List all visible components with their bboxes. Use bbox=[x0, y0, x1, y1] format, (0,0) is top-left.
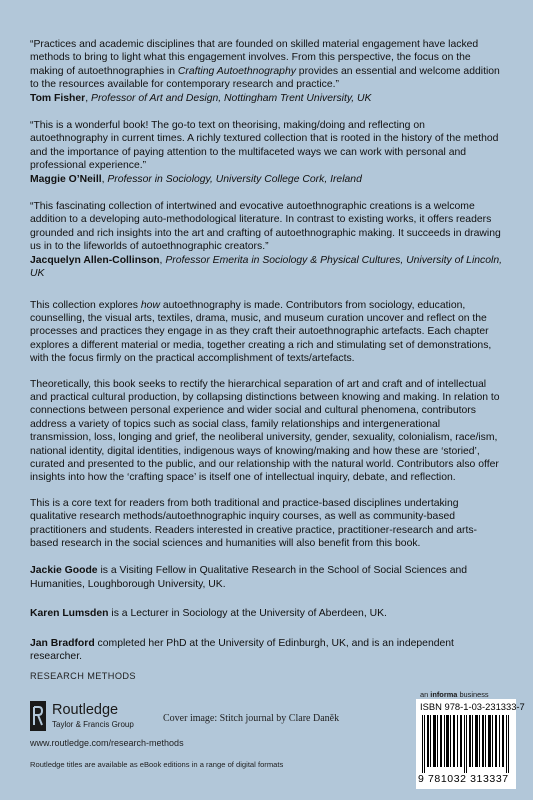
routledge-logo-icon bbox=[30, 701, 46, 731]
publisher-group: Taylor & Francis Group bbox=[52, 720, 134, 729]
endorsement-attribution: Tom Fisher, Professor of Art and Design, Nottingham Trent University, UK bbox=[30, 92, 372, 104]
endorsement-quote: “This fascinating collection of intertwined and evocative autoethnographic creations is a welcome addition to a developing auto-methodological literature. In contrast to existing works, it offers readers grounded and rich insights into the art and crafting of autoethnographic making. It succeeds in drawing us in to the lifeworlds of autoethnographic creators.” Jacquelyn Allen-Collinson, Professor Emerita in Sociology & Physical Cultures, University of Lincoln, UK bbox=[30, 201, 502, 280]
endorsement-quote: “Practices and academic disciplines that are founded on skilled material engagement have lacked methods to bring to light what this engagement involves. From this perspective, the focus on the making of autoethnographies in Crafting Autoethnography provides an essential and welcome addition to the resources available for contemporary research and practice.” Tom Fisher, Professor of Art and Design, Nottingham Trent University, UK bbox=[30, 38, 503, 105]
isbn-label: ISBN 978-1-03-231333-7 bbox=[420, 701, 525, 712]
informa-business-label: an informa business bbox=[420, 690, 489, 699]
barcode-icon bbox=[420, 715, 512, 773]
ebook-note: Routledge titles are available as eBook editions in a range of digital formats bbox=[30, 760, 284, 769]
endorser-affiliation: Professor of Art and Design, Nottingham Trent University, UK bbox=[91, 92, 372, 104]
editor-name: Jan Bradford bbox=[30, 637, 95, 649]
barcode-number: 9 781032 313337 bbox=[418, 773, 509, 785]
description-paragraph: This collection explores how autoethnography is made. Contributors from sociology, education, counselling, the visual arts, textiles, drama, music, and museum curation uncover and reflect on the processes and practices they engage in as they craft their autoethnographic artefacts. Each chapter explores a different material or media, together creating a rich and stimulating set of demonstrations, with the focus firmly on the practical accomplishment of texts/artefacts. bbox=[30, 299, 492, 365]
publisher-logo bbox=[30, 701, 154, 731]
endorsements bbox=[30, 38, 503, 281]
editor-name: Karen Lumsden bbox=[30, 608, 109, 620]
endorser-name: Jacquelyn Allen-Collinson bbox=[30, 254, 160, 266]
cover-image-credit: Cover image: Stitch journal by Clare Daněk bbox=[163, 713, 340, 724]
endorser-name: Maggie O’Neill bbox=[30, 173, 102, 185]
endorser-name: Tom Fisher bbox=[30, 92, 86, 104]
endorser-affiliation: Professor in Sociology, University College Cork, Ireland bbox=[107, 173, 362, 185]
publisher-name: Routledge bbox=[52, 702, 119, 718]
editor-bio: Jackie Goode is a Visiting Fellow in Qualitative Research in the School of Social Sciences and Humanities, Loughborough University, UK. bbox=[30, 565, 468, 590]
editor-bio: Karen Lumsden is a Lecturer in Sociology at the University of Aberdeen, UK. bbox=[30, 608, 387, 620]
series-label: RESEARCH METHODS bbox=[30, 671, 136, 681]
book-description bbox=[30, 299, 503, 551]
editor-bios bbox=[30, 564, 503, 663]
isbn-barcode-panel bbox=[416, 699, 525, 789]
endorsement-quote: “This is a wonderful book! The go-to text on theorising, making/doing and reflecting on autoethnography in current times. A richly textured collection that is rooted in the history of the method and the importance of paying attention to the multifaceted ways we can work with personal and professional experience.” Maggie O’Neill, Professor in Sociology, University College Cork, Ireland bbox=[30, 119, 503, 186]
publisher-website-link[interactable]: www.routledge.com/research-methods bbox=[30, 738, 184, 748]
endorsement-attribution: Maggie O’Neill, Professor in Sociology, University College Cork, Ireland bbox=[30, 173, 362, 185]
description-paragraph: Theoretically, this book seeks to rectify the hierarchical separation of art and craft and of intellectual and practical cultural production, by collapsing distinctions between knowing and making. In relation to connections between personal experience and wider social and cultural phenomena, contributors address a variety of topics such as social class, family relationships and intergenerational transmission, loss, longing and grief, the neoliberal university, gender, sexuality, colonialism, race/ism, national identity, digital identities, indigenous ways of knowing/making and how these are ‘storied’, curated and presented to the public, and our relationship with the natural world. Contributors also offer insights into how the ‘crafting space’ is itself one of intellectual inquiry, debate, and reflection. bbox=[30, 378, 500, 484]
editor-name: Jackie Goode bbox=[30, 565, 98, 577]
endorser-affiliation: Professor Emerita in Sociology & Physical Cultures, University of Lincoln, UK bbox=[30, 254, 502, 280]
endorsement-attribution: Jacquelyn Allen-Collinson, Professor Emerita in Sociology & Physical Cultures, University of Lincoln, UK bbox=[30, 254, 502, 280]
description-paragraph: This is a core text for readers from both traditional and practice-based disciplines undertaking qualitative research methods/autoethnographic inquiry courses, as well as community-based practitioners and students. Readers interested in creative practice, practitioner-research and arts-based research in the social sciences and humanities will also benefit from this book. bbox=[30, 497, 478, 549]
editor-bio: Jan Bradford completed her PhD at the University of Edinburgh, UK, and is an independent researcher. bbox=[30, 637, 454, 663]
